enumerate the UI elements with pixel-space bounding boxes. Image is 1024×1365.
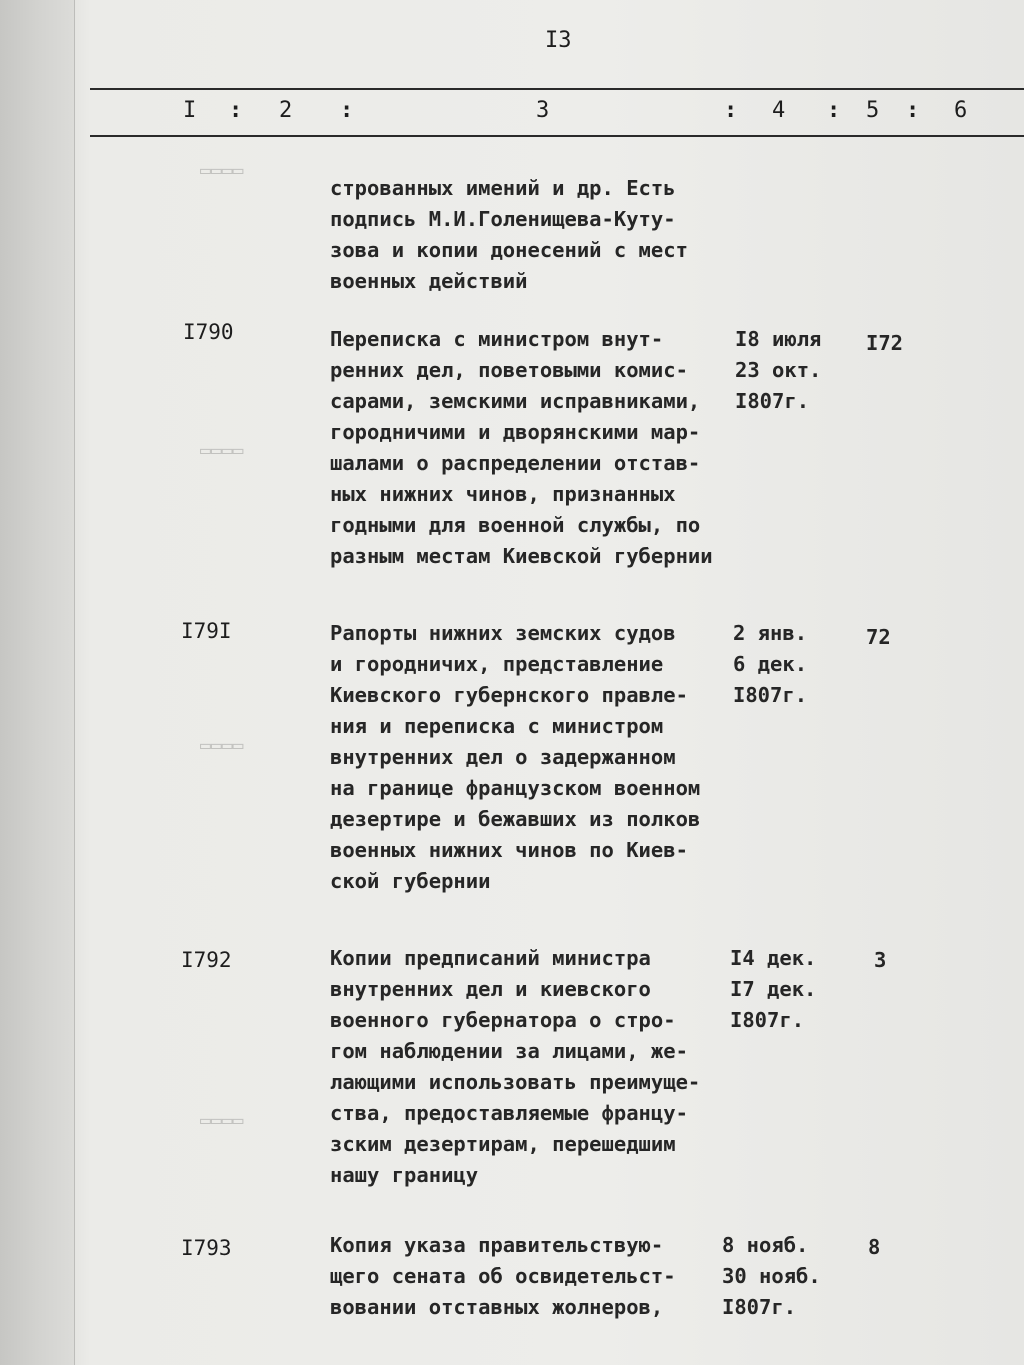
column-separator: :: [827, 98, 841, 123]
entry-number: I790: [183, 320, 234, 344]
column-separator: :: [724, 98, 738, 123]
binding-edge: [0, 0, 75, 1365]
entry-sheets: I72: [866, 331, 904, 355]
entry-number: I793: [181, 1236, 232, 1260]
bleed-through-mark: ▭▭▭▭: [200, 160, 244, 181]
page-number: I3: [545, 28, 572, 53]
entry-dates: 2 янв. 6 дек. I807г.: [733, 621, 808, 707]
entry-sheets: 72: [866, 625, 891, 649]
column-separator: :: [229, 98, 243, 123]
entry-description: Рапорты нижних земских судов и городничих, представление Киевского губернского правле- ния и переписка с министром внутренних дел о задержанном на границе французском военном дезертире и бежавших из полков военных нижних чинов по Киев- ской губернии: [330, 621, 701, 893]
entry-description: Копия указа правительствую- щего сената об освидетельст- вовании отставных жолнеров,: [330, 1233, 676, 1319]
entry-description: строванных имений и др. Есть подпись М.И.Голенищева-Куту- зова и копии донесений с мест военных действий: [330, 176, 688, 293]
column-header-1: I: [183, 98, 197, 123]
column-header-2: 2: [279, 98, 293, 123]
entry-sheets: 3: [874, 948, 887, 972]
entry-dates: I8 июля 23 окт. I807г.: [735, 327, 822, 413]
bleed-through-mark: ▭▭▭▭: [200, 1110, 244, 1131]
column-header-3: 3: [536, 98, 550, 123]
column-separator: :: [340, 98, 354, 123]
column-header-6: 6: [954, 98, 968, 123]
entry-dates: I4 дек. I7 дек. I807г.: [730, 946, 817, 1032]
entry-number: I79I: [181, 619, 232, 643]
entry-dates: 8 нояб. 30 нояб. I807г.: [722, 1233, 821, 1319]
column-header-4: 4: [772, 98, 786, 123]
header-rule-bottom: [90, 135, 1024, 137]
bleed-through-mark: ▭▭▭▭: [200, 735, 244, 756]
entry-sheets: 8: [868, 1235, 881, 1259]
entry-description: Переписка с министром внут- ренних дел, поветовыми комис- сарами, земскими исправниками, городничими и дворянскими мар- шалами о распределении отстав- ных нижних чинов, признанных годными для военной службы, по разным местам Киевской губернии: [330, 327, 713, 568]
header-rule-top: [90, 88, 1024, 90]
bleed-through-mark: ▭▭▭▭: [200, 440, 244, 461]
entry-description: Копии предписаний министра внутренних дел и киевского военного губернатора о стро- гом наблюдении за лицами, же- лающими использовать преимуще- ства, предоставляемые францу- зским дезертирам, перешедшим нашу границу: [330, 946, 701, 1187]
column-header-5: 5: [866, 98, 880, 123]
entry-number: I792: [181, 948, 232, 972]
column-separator: :: [906, 98, 920, 123]
